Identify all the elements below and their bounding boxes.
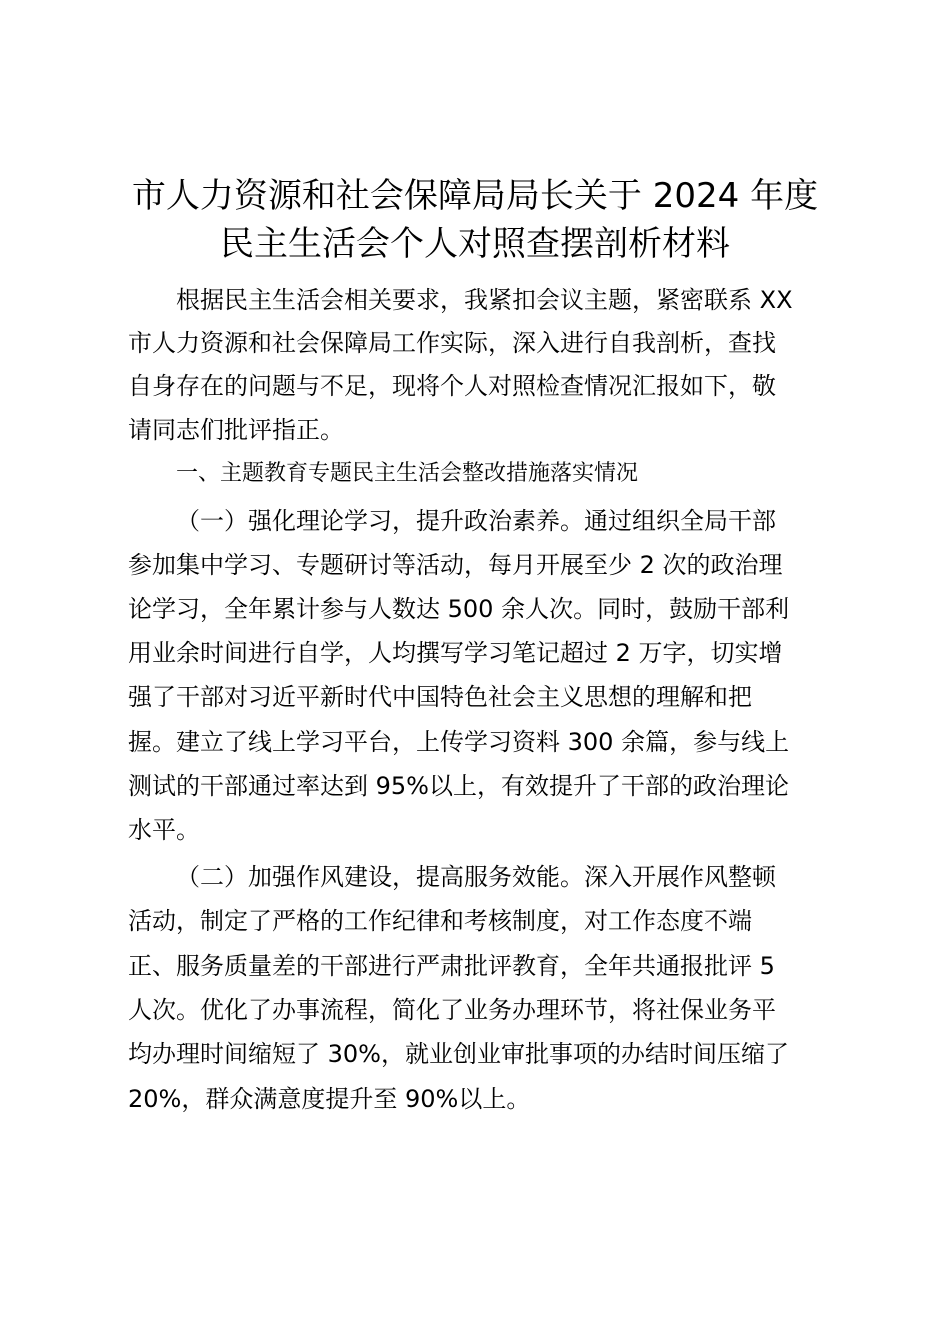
section-heading: 一、主题教育专题民主生活会整改措施落实情况	[176, 461, 639, 486]
item2-line-5: 均办理时间缩短了 30%，就业创业审批事项的办结时间压缩了	[128, 1040, 789, 1068]
document-title-line-1: 市人力资源和社会保障局局长关于 2024 年度	[131, 176, 819, 216]
item1-line-5: 强了干部对习近平新时代中国特色社会主义思想的理解和把	[128, 683, 752, 711]
item1-line-7: 测试的干部通过率达到 95%以上，有效提升了干部的政治理论	[128, 772, 789, 800]
item2-line-1: （二）加强作风建设，提高服务效能。深入开展作风整顿	[176, 863, 776, 891]
item2-line-4: 人次。优化了办事流程，简化了业务办理环节，将社保业务平	[128, 996, 776, 1024]
intro-line-3: 自身存在的问题与不足，现将个人对照检查情况汇报如下，敬	[128, 372, 776, 400]
item1-line-8: 水平。	[128, 816, 200, 844]
item1-line-3: 论学习，全年累计参与人数达 500 余人次。同时，鼓励干部利	[128, 595, 790, 623]
intro-line-4: 请同志们批评指正。	[128, 416, 344, 444]
document-title-line-2: 民主生活会个人对照查摆剖析材料	[220, 224, 730, 264]
item1-line-4: 用业余时间进行自学，人均撰写学习笔记超过 2 万字，切实增	[128, 639, 783, 667]
item2-line-6: 20%，群众满意度提升至 90%以上。	[128, 1085, 531, 1113]
item2-line-2: 活动，制定了严格的工作纪律和考核制度，对工作态度不端	[128, 907, 752, 935]
item1-line-6: 握。建立了线上学习平台，上传学习资料 300 余篇，参与线上	[128, 728, 790, 756]
item2-line-3: 正、服务质量差的干部进行严肃批评教育，全年共通报批评 5	[128, 952, 775, 980]
item1-line-2: 参加集中学习、专题研讨等活动，每月开展至少 2 次的政治理	[128, 551, 783, 579]
intro-line-1: 根据民主生活会相关要求，我紧扣会议主题，紧密联系 XX	[176, 286, 793, 314]
item1-line-1: （一）强化理论学习，提升政治素养。通过组织全局干部	[176, 507, 776, 535]
intro-line-2: 市人力资源和社会保障局工作实际，深入进行自我剖析，查找	[128, 329, 776, 357]
